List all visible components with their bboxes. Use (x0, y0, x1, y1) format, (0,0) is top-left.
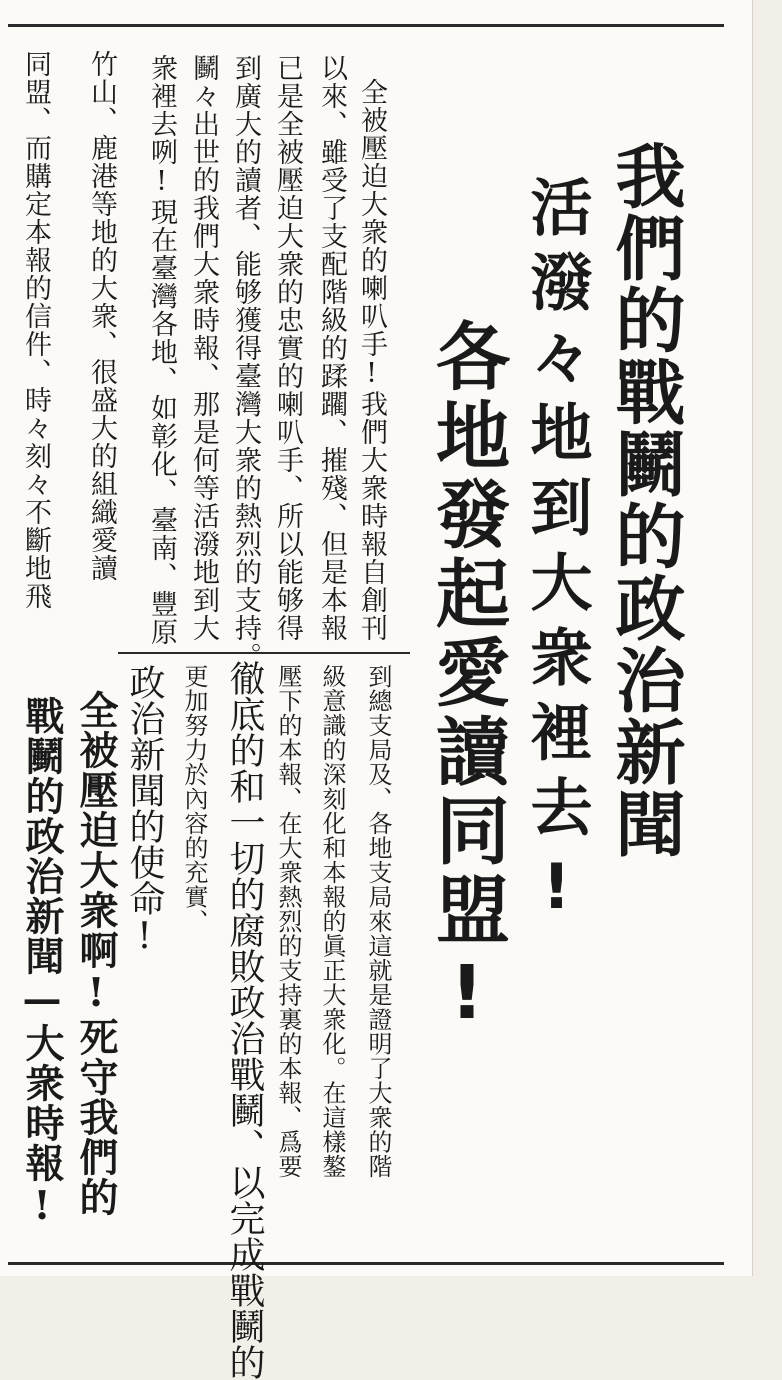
body-lower-line-3: 壓下的本報、在大衆熱烈的支持裏的本報、爲要 (274, 664, 302, 1179)
headline-call: 各地發起愛讀同盟! (424, 318, 510, 1041)
body-upper-line-7: 竹山、鹿港等地的大衆、很盛大的組織愛讀 (86, 50, 117, 582)
body-lower-line-4: 徹底的和一切的腐敗政治戰鬭、以完成戰鬭的 (224, 660, 265, 1380)
top-rule (8, 24, 724, 27)
body-upper-line-3: 已是全被壓迫大衆的忠實的喇叭手、所以能够得 (272, 54, 303, 642)
closing-slogan-line-1: 全被壓迫大衆啊!死守我們的 (73, 690, 119, 1217)
closing-slogan-line-2: 戰鬭的政治新聞—大衆時報! (19, 696, 65, 1230)
body-upper-line-2: 以來、雖受了支配階級的蹂躙、摧殘、但是本報 (316, 54, 347, 642)
headline-title: 我們的戰鬭的政治新聞 (604, 140, 686, 860)
section-divider (118, 652, 410, 654)
body-lower-line-2: 級意識的深刻化和本報的眞正大衆化。在這樣鏊 (318, 664, 346, 1179)
body-lower-line-6: 政治新聞的使命! (124, 664, 165, 957)
body-upper-line-5: 鬭々出世的我們大衆時報、那是何等活潑地到大 (188, 54, 219, 642)
body-upper-line-8: 同盟、而購定本報的信件、時々刻々不斷地飛 (20, 50, 51, 610)
body-upper-line-4: 到廣大的讀者、能够獲得臺灣大衆的熱烈的支持。 (230, 54, 261, 670)
body-lower-line-5: 更加努力於內容的充實、 (180, 664, 208, 934)
body-upper-line-6: 衆裡去咧!現在臺灣各地、如彰化、臺南、豐原 (146, 54, 177, 646)
headline-subtitle: 活潑々地到大衆裡去! (520, 175, 593, 936)
body-upper-line-1: 全被壓迫大衆的喇叭手!我們大衆時報自創刊 (356, 78, 387, 642)
bottom-rule (8, 1262, 724, 1265)
body-lower-line-1: 到總支局及、各地支局來這就是證明了大衆的階 (364, 664, 392, 1179)
